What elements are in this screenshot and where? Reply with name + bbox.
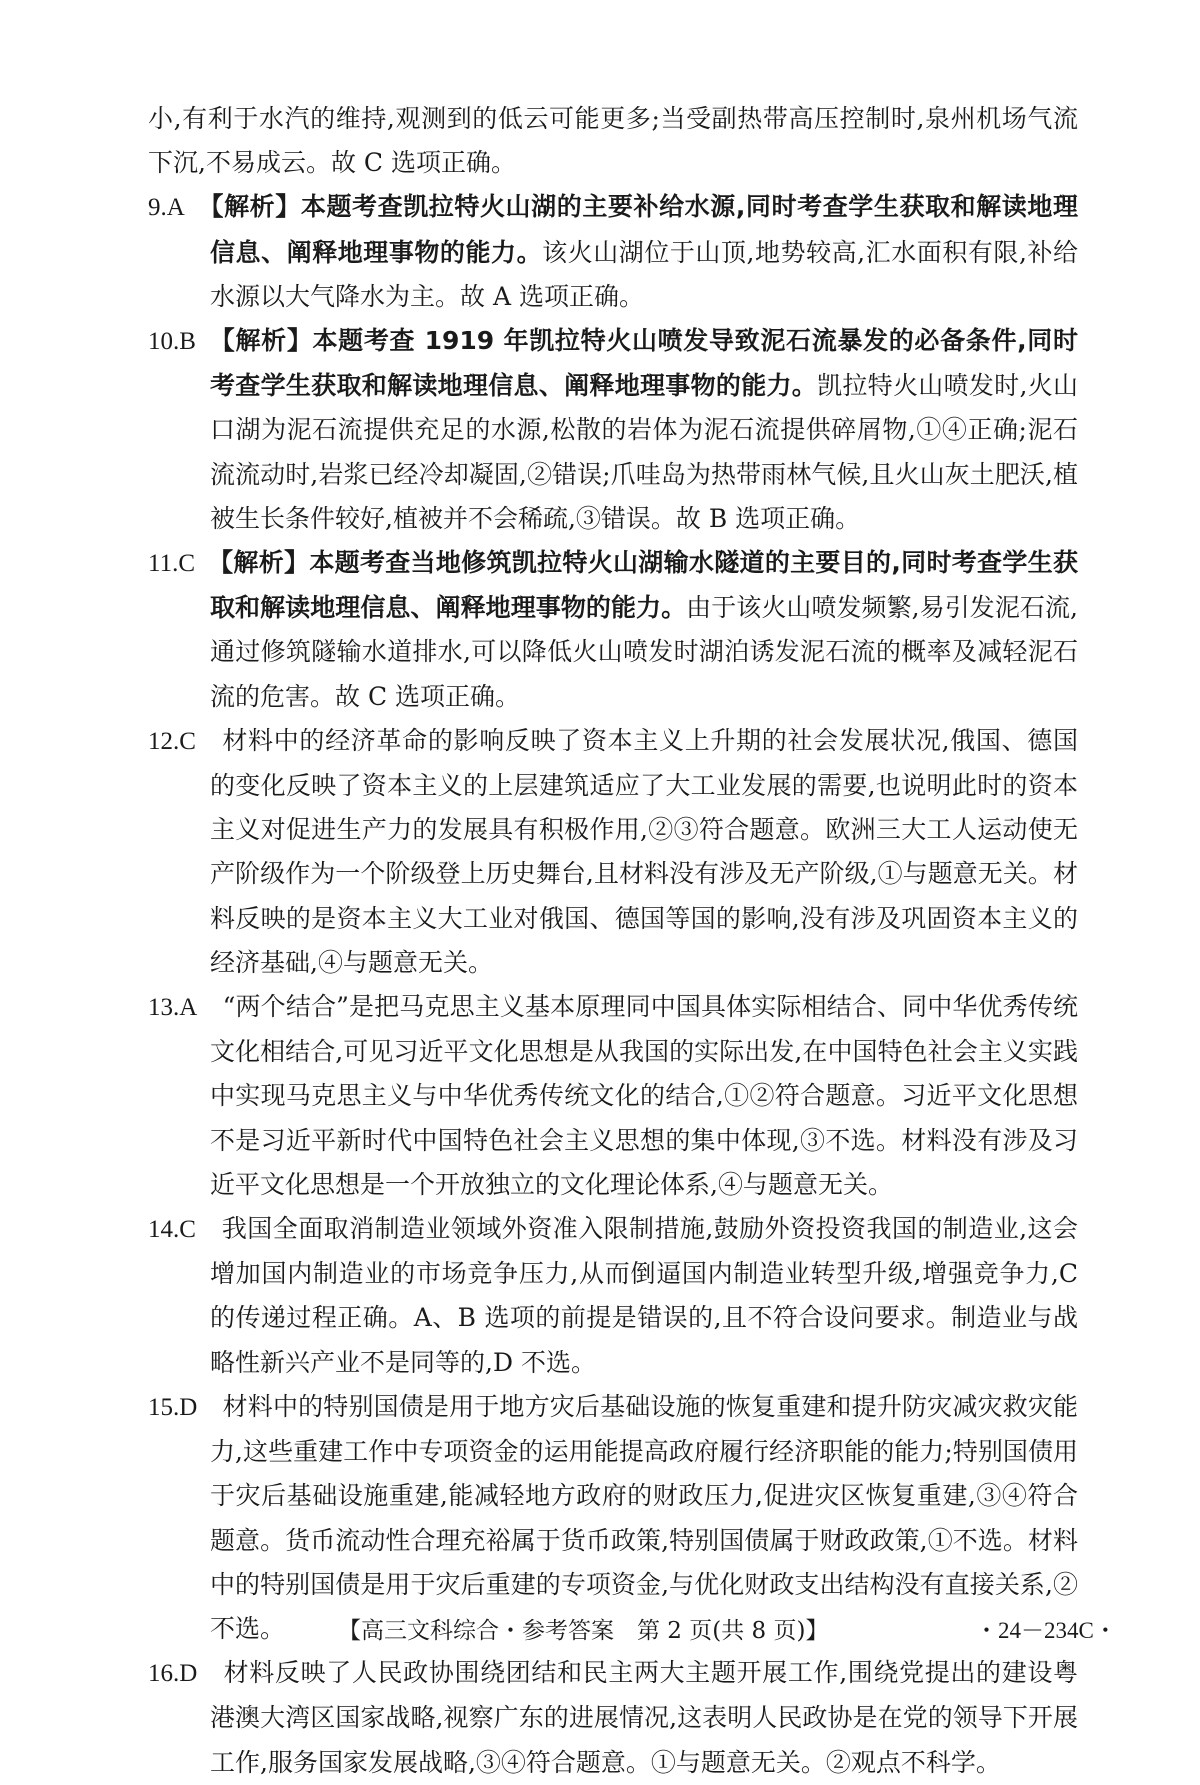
item-number: 16.	[148, 1660, 180, 1688]
answer-item-13	[148, 985, 1078, 1207]
item-number: 14.	[148, 1216, 180, 1244]
item-answer: C	[179, 727, 196, 755]
item-answer: C	[179, 1216, 196, 1244]
item-body: 材料反映了人民政协围绕团结和民主两大主题开展工作,围绕党提出的建设粤港澳大湾区国家战略,视察广东的进展情况,这表明人民政协是在党的领导下开展工作,服务国家发展战略,③④符合题意。①与题意无关。②观点不科学。	[210, 1658, 1078, 1777]
item-body: 材料中的经济革命的影响反映了资本主义上升期的社会发展状况,俄国、德国的变化反映了资本主义的上层建筑适应了大工业发展的需要,也说明此时的资本主义对促进生产力的发展具有积极作用,②③符合题意。欧洲三大工人运动使无产阶级作为一个阶级登上历史舞台,且材料没有涉及无产阶级,①与题意无关。材料反映的是资本主义大工业对俄国、德国等国的影响,没有涉及巩固资本主义的经济基础,④与题意无关。	[210, 725, 1078, 977]
item-body: 凯拉特火山喷发时,火山口湖为泥石流提供充足的水源,松散的岩体为泥石流提供碎屑物,①④正确;泥石流流动时,岩浆已经冷却凝固,②错误;爪哇岛为热带雨林气候,且火山灰土肥沃,植被生长条件较好,植被并不会稀疏,③错误。故 B 选项正确。	[210, 371, 1078, 533]
answer-item-14	[148, 1207, 1078, 1385]
answer-item-10	[148, 319, 1078, 541]
item-answer: D	[179, 1393, 198, 1421]
item-analysis-tag: 【解析】本题考查 1919 年凯拉特火山喷发导致泥石流暴发的必备条件,同时考查学生获取和解读地理信息、阐释地理事物的能力。	[210, 326, 1078, 401]
footer-title: 【高三文科综合・参考答案 第 2 页(共 8 页)】	[338, 1618, 829, 1644]
item-number: 9.	[148, 194, 167, 222]
item-number: 15.	[148, 1393, 180, 1421]
item-body: 由于该火山喷发频繁,易引发泥石流,通过修筑隧输水道排水,可以降低火山喷发时湖泊诱发泥石流的概率及减轻泥石流的危害。故 C 选项正确。	[210, 593, 1078, 711]
footer-code: ・24－234C・	[975, 1618, 1117, 1643]
item-number: 13.	[148, 994, 180, 1022]
item-body: 我国全面取消制造业领域外资准入限制措施,鼓励外资投资我国的制造业,这会增加国内制造业的市场竞争压力,从而倒逼国内制造业转型升级,增强竞争力,C 的传递过程正确。A、B 选项的前提是错误的,且不符合设问要求。制造业与战略性新兴产业不是同等的,D 不选。	[210, 1214, 1078, 1377]
item-answer: A	[179, 994, 198, 1022]
page-footer	[0, 1612, 1200, 1648]
item-analysis-tag: 【解析】本题考查凯拉特火山湖的主要补给水源,同时考查学生获取和解读地理信息、阐释地理事物的能力。	[210, 192, 1078, 267]
item-answer: C	[178, 550, 196, 578]
item-number: 11.	[148, 550, 179, 578]
item-number: 10.	[148, 328, 180, 356]
item-body: “两个结合”是把马克思主义基本原理同中国具体实际相结合、同中华优秀传统文化相结合,可见习近平文化思想是从我国的实际出发,在中国特色社会主义实践中实现马克思主义与中华优秀传统文化的结合,①②符合题意。习近平文化思想不是习近平新时代中国特色社会主义思想的集中体现,③不选。材料没有涉及习近平文化思想是一个开放独立的文化理论体系,④与题意无关。	[210, 992, 1078, 1199]
item-number: 12.	[148, 727, 180, 755]
item-body: 该火山湖位于山顶,地势较高,汇水面积有限,补给水源以大气降水为主。故 A 选项正确。	[210, 237, 1078, 311]
answer-item-16	[148, 1651, 1078, 1785]
item-body: 材料中的特别国债是用于地方灾后基础设施的恢复重建和提升防灾减灾救灾能力,这些重建工作中专项资金的运用能提高政府履行经济职能的能力;特别国债用于灾后基础设施重建,能减轻地方政府的财政压力,促进灾区恢复重建,③④符合题意。货币流动性合理充裕属于货币政策,特别国债属于财政政策,①不选。材料中的特别国债是用于灾后重建的专项资金,与优化财政支出结构没有直接关系,②不选。	[210, 1391, 1078, 1643]
item-answer: B	[179, 328, 196, 356]
answer-item-9	[148, 185, 1078, 319]
answer-item-12	[148, 719, 1078, 985]
item-answer: A	[166, 194, 185, 222]
item-answer: D	[179, 1660, 198, 1688]
continuation-paragraph: 小,有利于水汽的维持,观测到的低云可能更多;当受副热带高压控制时,泉州机场气流下沉,不易成云。故 C 选项正确。	[148, 104, 1078, 178]
answer-item-11	[148, 541, 1078, 719]
answer-content	[148, 97, 1078, 1785]
item-analysis-tag: 【解析】本题考查当地修筑凯拉特火山湖输水隧道的主要目的,同时考查学生获取和解读地理信息、阐释地理事物的能力。	[210, 548, 1078, 623]
